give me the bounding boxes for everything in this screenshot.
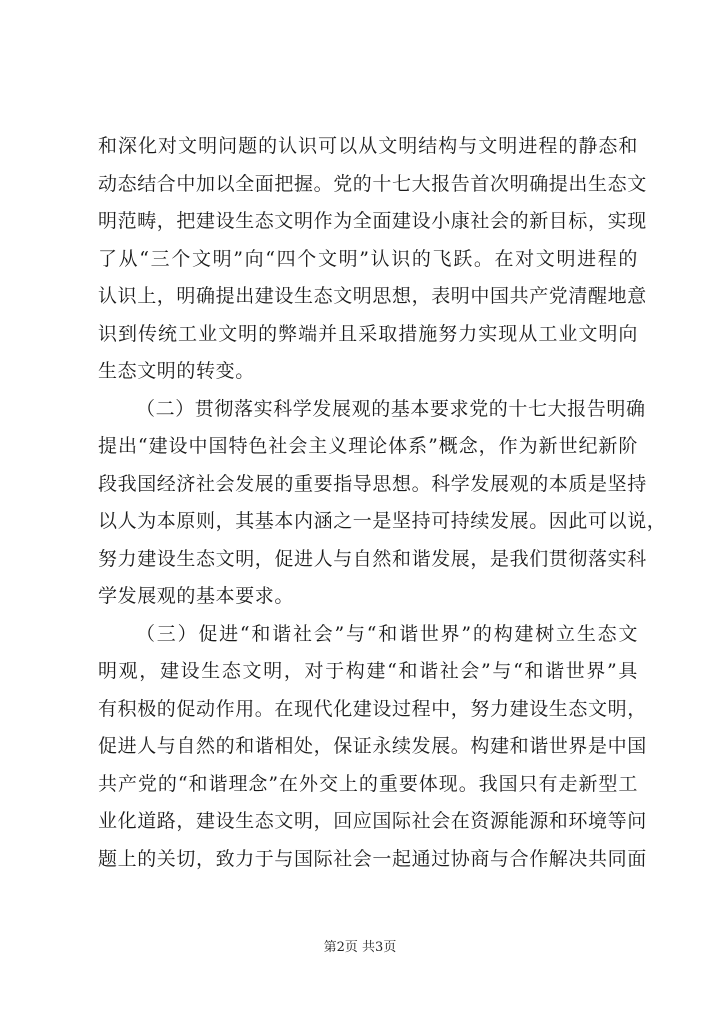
text-line: 动态结合中加以全面把握。党的十七大报告首次明确提出生态文 <box>98 172 647 195</box>
page-footer: 第2页 共3页 <box>323 940 397 955</box>
text-line: 识到传统工业文明的弊端并且采取措施努力实现从工业文明向 <box>98 322 638 345</box>
text-line: 明观，建设生态文明，对于构建“和谐社会”与“和谐世界”具 <box>98 660 638 682</box>
body-text <box>98 128 667 878</box>
text-line: 业化道路，建设生态文明，回应国际社会在资源能源和环境等问 <box>98 810 647 832</box>
text-line: 共产党的“和谐理念”在外交上的重要体现。我国只有走新型工 <box>98 772 638 795</box>
text-line: （三）促进“和谐社会”与“和谐世界”的构建树立生态文 <box>136 622 638 645</box>
text-line: 了从“三个文明”向“四个文明”认识的飞跃。在对文明进程的 <box>98 247 638 270</box>
text-line: 认识上，明确提出建设生态文明思想，表明中国共产党清醒地意 <box>98 285 647 307</box>
text-line: 有积极的促动作用。在现代化建设过程中，努力建设生态文明， <box>98 697 647 720</box>
text-line: 和深化对文明问题的认识可以从文明结构与文明进程的静态和 <box>98 135 638 157</box>
text-line: 以人为本原则，其基本内涵之一是坚持可持续发展。因此可以说， <box>98 510 667 532</box>
text-line: （二）贯彻落实科学发展观的基本要求党的十七大报告明确 <box>136 397 646 420</box>
text-line: 明范畴，把建设生态文明作为全面建设小康社会的新目标，实现 <box>98 210 647 232</box>
text-line: 提出“建设中国特色社会主义理论体系”概念，作为新世纪新阶 <box>98 435 638 457</box>
text-line: 促进人与自然的和谐相处，保证永续发展。构建和谐世界是中国 <box>98 735 647 757</box>
text-line: 题上的关切，致力于与国际社会一起通过协商与合作解决共同面 <box>98 847 647 870</box>
text-line: 生态文明的转变。 <box>98 360 255 382</box>
text-line: 努力建设生态文明，促进人与自然和谐发展，是我们贯彻落实科 <box>98 547 647 570</box>
text-line: 段我国经济社会发展的重要指导思想。科学发展观的本质是坚持 <box>98 472 647 495</box>
text-line: 学发展观的基本要求。 <box>98 585 295 607</box>
